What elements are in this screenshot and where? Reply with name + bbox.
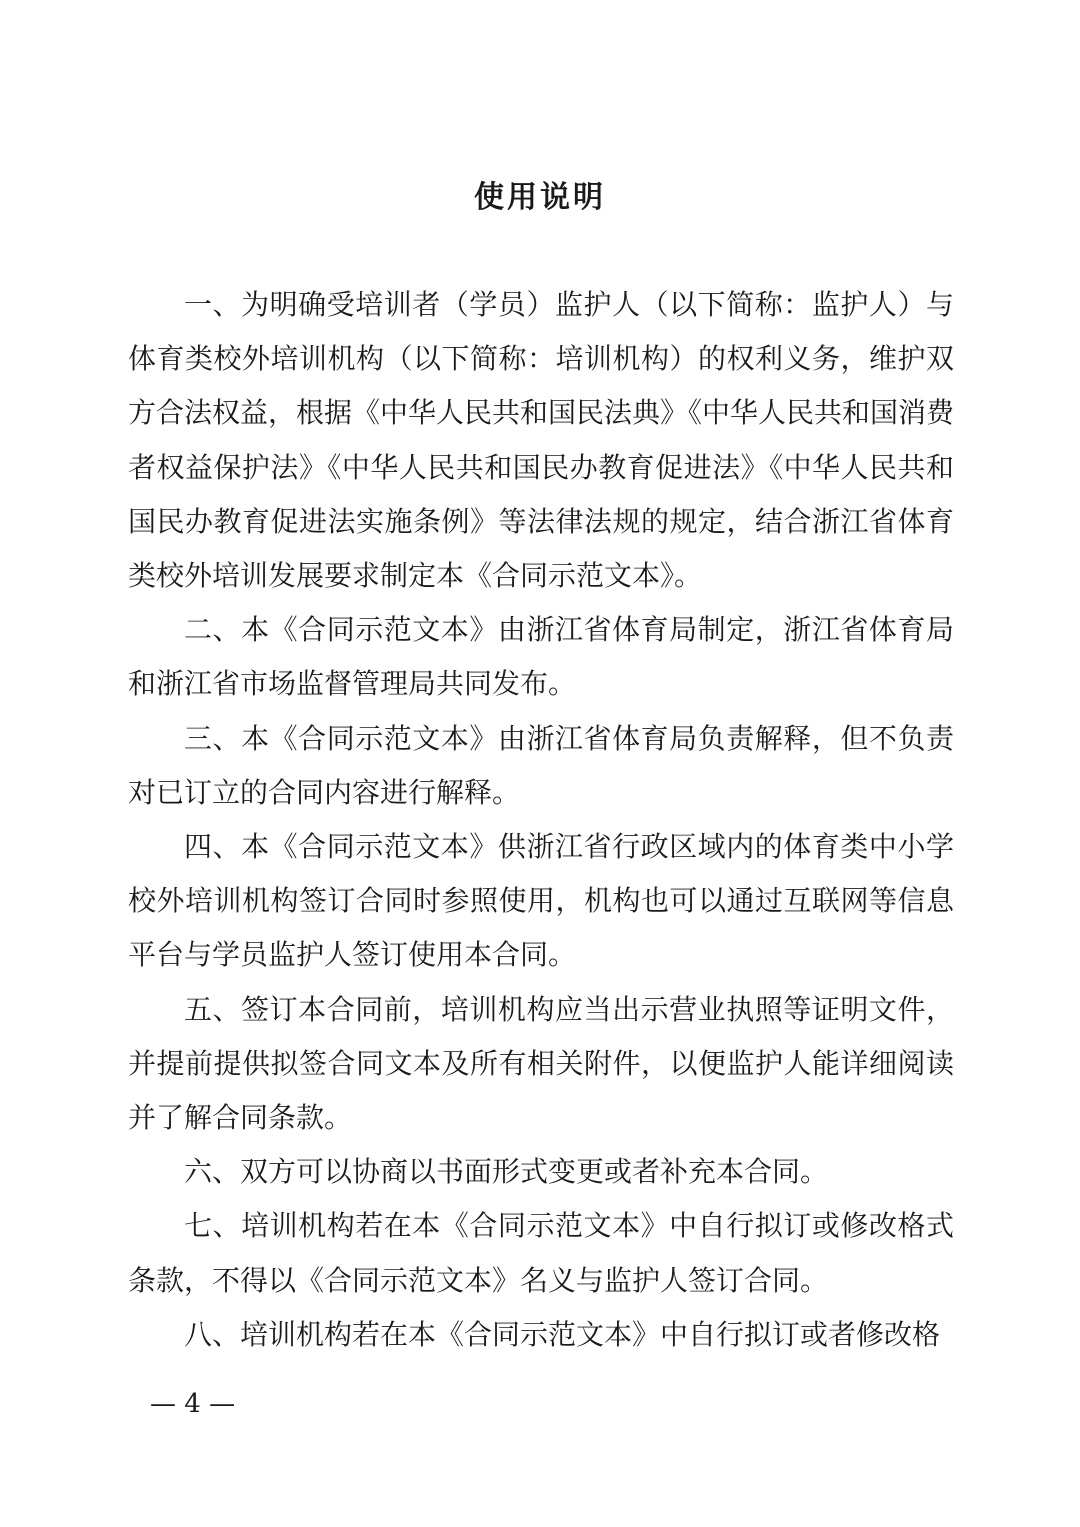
document-body <box>128 278 954 1362</box>
paragraph-3: 三、本《合同示范文本》由浙江省体育局负责解释，但不负责对已订立的合同内容进行解释。 <box>128 721 954 809</box>
paragraph-8: 八、培训机构若在本《合同示范文本》中自行拟订或者修改格 <box>184 1317 941 1351</box>
paragraph-1: 一、为明确受培训者（学员）监护人（以下简称：监护人）与体育类校外培训机构（以下简称：培训机构）的权利义务，维护双方合法权益，根据《中华人民共和国民法典》《中华人民共和国消费者权益保护法》《中华人民共和国民办教育促进法》《中华人民共和国民办教育促进法实施条例》等法律法规的规定，结合浙江省体育类校外培训发展要求制定本《合同示范文本》。 <box>128 288 955 593</box>
paragraph-2: 二、本《合同示范文本》由浙江省体育局制定，浙江省体育局和浙江省市场监督管理局共同发布。 <box>128 613 954 701</box>
paragraph-4: 四、本《合同示范文本》供浙江省行政区域内的体育类中小学校外培训机构签订合同时参照使用，机构也可以通过互联网等信息平台与学员监护人签订使用本合同。 <box>128 830 954 972</box>
paragraph-7: 七、培训机构若在本《合同示范文本》中自行拟订或修改格式条款，不得以《合同示范文本》名义与监护人签订合同。 <box>128 1209 954 1297</box>
paragraph-6: 六、双方可以协商以书面形式变更或者补充本合同。 <box>184 1155 829 1189</box>
page-number: — 4 — <box>150 1389 236 1419</box>
paragraph-5: 五、签订本合同前，培训机构应当出示营业执照等证明文件，并提前提供拟签合同文本及所有相关附件，以便监护人能详细阅读并了解合同条款。 <box>128 992 954 1135</box>
page-title: 使用说明 <box>474 180 606 215</box>
